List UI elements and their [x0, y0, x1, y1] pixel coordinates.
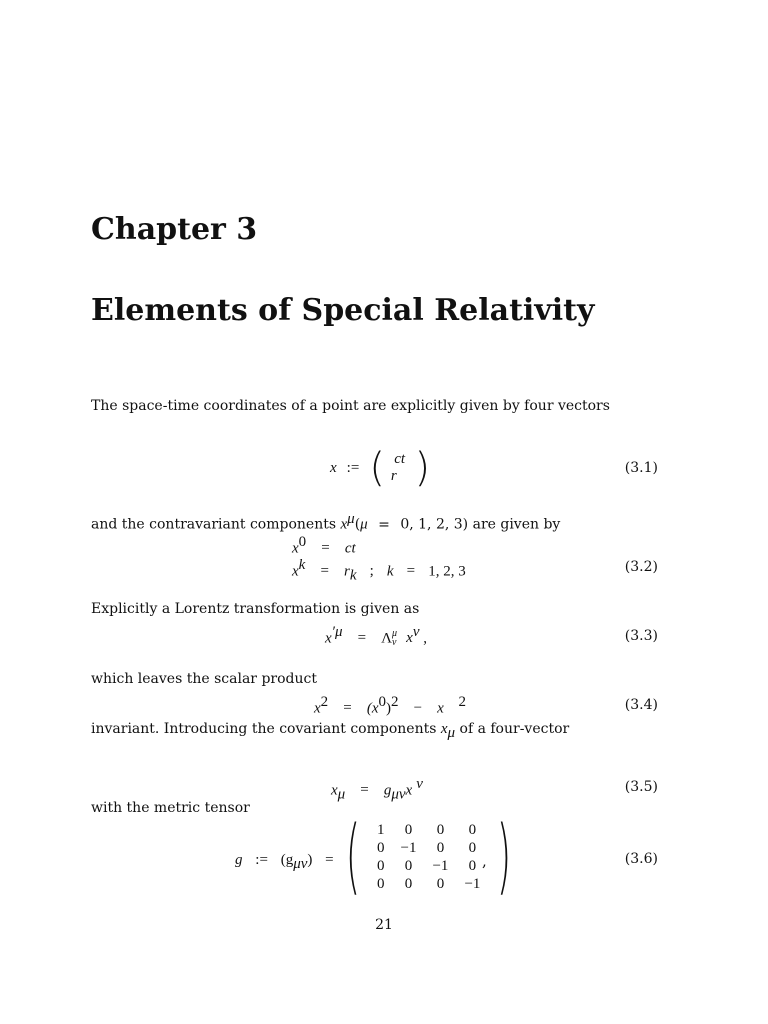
eq33-lambda-sup: μ: [392, 627, 398, 639]
eq33-sup: ′μ: [331, 624, 343, 640]
eq36-midsub: μν: [293, 856, 308, 872]
paragraph-5: [91, 721, 569, 742]
eq36-assign: :=: [255, 852, 268, 868]
eq35-lhs: x: [331, 782, 338, 799]
eq32-r2-semi: ;: [369, 563, 374, 580]
p2-post: are given by: [472, 516, 561, 533]
matrix-row: [369, 857, 488, 875]
eq36-tail: ,: [482, 852, 487, 870]
eq33-tail: ,: [419, 630, 427, 647]
p5-post: of a four-vector: [459, 721, 570, 737]
p2-x: x: [340, 516, 348, 533]
page-number: 21: [375, 917, 393, 933]
matrix-row: [369, 875, 488, 893]
eq34-lhs: x: [314, 700, 321, 717]
matrix-row: [369, 839, 488, 857]
matrix-cell: 0: [404, 857, 413, 874]
eq32-r2-eq: =: [320, 563, 329, 580]
matrix-cell: −1: [432, 857, 449, 874]
eq36-lhs: g: [235, 852, 243, 868]
eq36-eq: =: [325, 852, 334, 868]
eq31-assign: :=: [346, 459, 360, 476]
p2-vals: 0, 1, 2, 3): [400, 516, 469, 533]
equation-number-3-3: (3.3): [624, 628, 658, 644]
eq32-r1-lhs: x: [292, 540, 299, 557]
equation-3-5: [331, 776, 423, 804]
equation-number-3-6: (3.6): [624, 851, 658, 867]
matrix-cell: 0: [404, 875, 413, 892]
matrix-cell: 0: [404, 821, 413, 838]
eq34-b: ): [385, 700, 391, 717]
chapter-title: Elements of Special Relativity: [91, 293, 595, 328]
equation-3-1: [330, 445, 431, 491]
matrix-cell: 0: [436, 821, 445, 838]
equation-3-2-row-1: [292, 534, 356, 557]
eq32-r1-eq: =: [321, 540, 330, 557]
eq34-csup: 2: [458, 694, 466, 710]
eq34-sup: 2: [320, 694, 329, 710]
paragraph-1: The space-time coordinates of a point are explicitly given by four vectors: [91, 398, 610, 414]
eq33-x2sup: ν: [412, 624, 420, 640]
matrix-cell: 1: [377, 821, 385, 838]
matrix-cell: 0: [377, 857, 385, 874]
equation-number-3-4: (3.4): [624, 697, 658, 713]
eq32-r2-vals: 1, 2, 3: [428, 563, 466, 580]
p2-eq: =: [378, 516, 390, 533]
eq33-eq: =: [357, 630, 367, 647]
eq36-midclose: ): [307, 852, 313, 868]
matrix-cell: 0: [436, 875, 445, 892]
eq36-mid: (g: [280, 852, 294, 868]
paragraph-2: [91, 511, 560, 534]
eq32-r2-rhs: r: [344, 563, 350, 580]
p5-x: x: [440, 721, 448, 737]
eq31-left-paren: (: [369, 445, 385, 491]
eq32-r1-rhs: ct: [344, 540, 356, 557]
eq34-eq: =: [343, 700, 352, 717]
equation-3-3: [325, 624, 427, 647]
paragraph-6: with the metric tensor: [91, 800, 250, 816]
eq32-r2-sub: k: [349, 567, 357, 584]
paragraph-3: Explicitly a Lorentz transformation is given as: [91, 601, 420, 617]
eq35-sub: μ: [337, 786, 346, 803]
metric-matrix: [337, 809, 520, 904]
eq31-top: ct: [394, 451, 406, 467]
eq32-r2-lhs: x: [292, 563, 299, 580]
matrix-cell: 0: [436, 839, 445, 856]
eq32-r2-eq2: =: [406, 563, 416, 580]
eq32-r1-sup: 0: [298, 534, 307, 550]
chapter-heading: Chapter 3: [91, 212, 258, 247]
eq31-vector: [391, 451, 409, 485]
equation-3-6-lhs: [235, 850, 342, 873]
matrix-right-paren: ): [497, 809, 512, 904]
p2-pre: and the contravariant components: [91, 516, 337, 533]
eq34-bsup: 2: [390, 694, 399, 710]
eq34-a: (x: [366, 700, 379, 717]
equation-3-2-row-2: [292, 557, 466, 585]
p2-mu2: μ: [360, 516, 368, 533]
eq35-x2sup: ν: [416, 776, 423, 792]
eq35-x2: x: [405, 782, 413, 799]
eq31-bottom: r⃗: [390, 468, 409, 484]
equation-number-3-2: (3.2): [624, 559, 658, 575]
matrix-left-paren: (: [345, 809, 361, 904]
equation-3-4: [314, 694, 466, 717]
eq34-minus: −: [413, 700, 423, 717]
eq32-r2-k: k: [386, 563, 394, 580]
matrix-cell: 0: [468, 857, 477, 874]
matrix-row: [369, 821, 488, 839]
p2-mu: μ: [347, 511, 355, 527]
eq33-lambda-indices: [392, 629, 397, 647]
eq33-lambda-sub: ν: [392, 636, 397, 648]
eq33-lhs: x: [325, 630, 332, 647]
eq32-r2-sup: k: [298, 557, 306, 573]
eq35-g: g: [383, 782, 392, 799]
equation-number-3-5: (3.5): [624, 779, 658, 795]
eq34-c: x⃗: [437, 700, 456, 717]
paragraph-4: which leaves the scalar product: [91, 671, 317, 687]
p5-mu: μ: [447, 724, 456, 741]
eq35-eq: =: [360, 782, 369, 799]
matrix-cell: 0: [468, 821, 477, 838]
eq31-lhs: x: [330, 459, 337, 476]
eq35-gsub: μν: [391, 786, 406, 803]
matrix-cell: −1: [400, 839, 417, 856]
equation-number-3-1: (3.1): [624, 460, 658, 476]
matrix-cell: −1: [464, 875, 481, 892]
eq33-lambda: Λ: [381, 630, 393, 647]
matrix-cell: 0: [377, 839, 385, 856]
eq34-asup: 0: [378, 694, 386, 710]
matrix-cell: 0: [468, 839, 477, 856]
eq31-right-paren: ): [414, 445, 431, 491]
p5-pre: invariant. Introducing the covariant components: [91, 721, 437, 737]
metric-matrix-table: [369, 821, 488, 893]
matrix-cell: 0: [377, 875, 385, 892]
p2-paren: (: [354, 516, 361, 533]
eq33-x2: x: [406, 630, 413, 647]
